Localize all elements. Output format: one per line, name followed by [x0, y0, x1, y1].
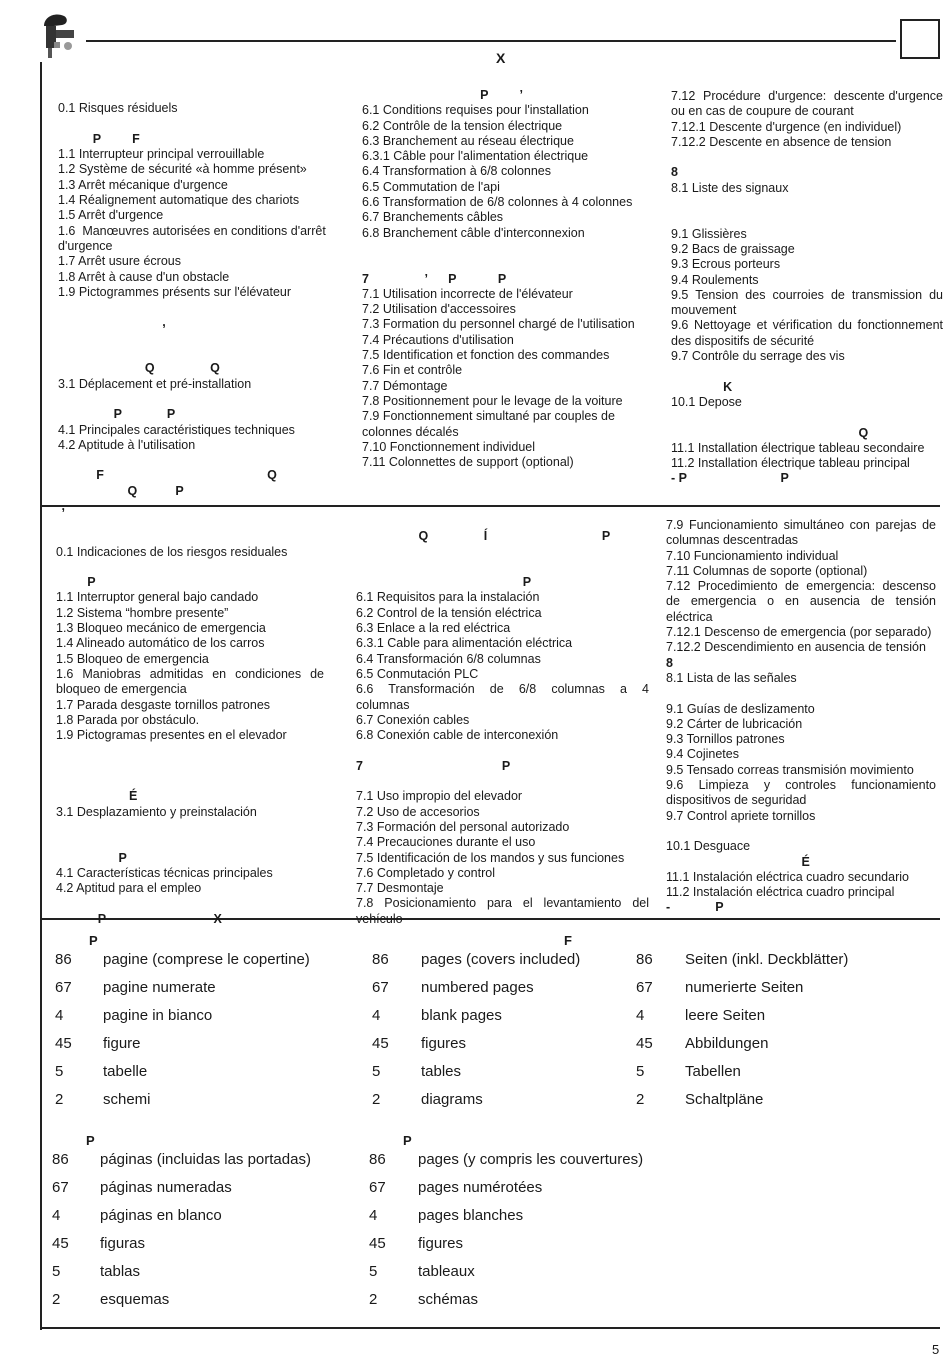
page-count-label: Tabellen — [685, 1063, 741, 1080]
page-count-label: Schaltpläne — [685, 1091, 764, 1108]
fr-toc-col1 — [58, 86, 328, 514]
page-count-label: pages (y compris les couvertures) — [418, 1151, 644, 1168]
page-count-number: 67 — [636, 979, 653, 996]
page-count-number: 45 — [636, 1035, 653, 1052]
page-count-number: 45 — [372, 1035, 389, 1052]
toc-entry: 9.5 Tension des courroies de transmission du mouvement — [671, 287, 947, 318]
toc-entry — [356, 560, 649, 575]
toc-entry: 1.2 Sistema “hombre presente” — [56, 605, 229, 620]
toc-entry: 7.10 Fonctionnement individuel — [362, 439, 536, 454]
toc-heading: - P — [666, 900, 724, 915]
page-count-number: 86 — [369, 1151, 386, 1168]
page-count-label: páginas numeradas — [100, 1179, 232, 1196]
page-count-label: numbered pages — [421, 979, 534, 996]
toc-entry: 0.1 Indicaciones de los riesgos residuales — [56, 544, 288, 559]
toc-entry: 1.7 Arrêt usure écrous — [58, 254, 181, 269]
page-count-label: esquemas — [100, 1291, 170, 1308]
toc-entry: 7.7 Desmontaje — [356, 881, 444, 896]
toc-entry: 6.6 Transformation de 6/8 colonnes à 4 colonnes — [362, 195, 633, 210]
page-count-number: 86 — [55, 951, 72, 968]
toc-heading: Q Q — [58, 361, 220, 376]
toc-entry: 9.2 Bacs de graissage — [671, 241, 795, 256]
page-number: 5 — [932, 1342, 940, 1357]
page-count-label: tables — [421, 1063, 462, 1080]
page-count-heading: P — [403, 1133, 412, 1148]
page-count-number: 86 — [636, 951, 653, 968]
toc-entry: 9.2 Cárter de lubricación — [666, 716, 803, 731]
toc-entry: 9.4 Roulements — [671, 272, 759, 287]
toc-entry: 7.12 Procedimiento de emergencia: descenso de emergencia o en ausencia de tensión eléctrica — [666, 579, 940, 624]
page-count-label: tableaux — [418, 1263, 475, 1280]
toc-entry: 9.6 Limpieza y controles funcionamiento dispositivos de seguridad — [666, 778, 940, 808]
page-count-label: leere Seiten — [685, 1007, 766, 1024]
page-count-number: 4 — [372, 1007, 381, 1024]
page-count-label: pages (covers included) — [421, 951, 581, 968]
toc-entry: 1.2 Système de sécurité «à homme présent» — [58, 162, 307, 177]
page-count-it — [55, 933, 355, 1113]
toc-entry: 7.5 Identification et fonction des commandes — [362, 348, 610, 363]
page-count-number: 2 — [55, 1091, 64, 1108]
toc-entry — [58, 346, 328, 361]
toc-entry: 6.7 Conexión cables — [356, 712, 470, 727]
toc-entry: 9.1 Guías de deslizamento — [666, 701, 815, 716]
toc-heading: , — [58, 315, 166, 330]
page-count-de — [636, 933, 896, 1113]
toc-entry — [356, 514, 649, 529]
page-count-heading: F — [564, 933, 572, 948]
toc-entry: 9.4 Cojinetes — [666, 747, 739, 762]
page-count-label: Abbildungen — [685, 1035, 769, 1052]
header-rule — [86, 40, 896, 42]
toc-entry — [56, 560, 324, 575]
toc-entry: 1.3 Bloqueo mecánico de emergencia — [56, 621, 266, 636]
page-count-fr — [369, 1133, 669, 1313]
toc-entry: 7.12.2 Descendimiento en ausencia de tensión — [666, 640, 926, 655]
toc-entry: 1.5 Bloqueo de emergencia — [56, 651, 209, 666]
toc-entry: 0.1 Risques résiduels — [58, 101, 178, 116]
page-count-es — [52, 1133, 352, 1313]
toc-entry: 7.8 Positionnement pour le levage de la voiture — [362, 393, 623, 408]
page-count-number: 45 — [369, 1235, 386, 1252]
toc-entry: 7.12.1 Descenso de emergencia (por separado) — [666, 625, 932, 640]
toc-entry: 10.1 Desguace — [666, 839, 751, 854]
toc-entry: 11.1 Instalación eléctrica cuadro secundario — [666, 869, 909, 884]
toc-entry: 6.4 Transformation à 6/8 colonnes — [362, 164, 552, 179]
toc-entry: 6.2 Contrôle de la tension électrique — [362, 118, 563, 133]
toc-heading: , — [58, 499, 65, 514]
page-count-label: diagrams — [421, 1091, 483, 1108]
toc-entry — [671, 150, 943, 165]
fr-toc-col3 — [671, 89, 947, 487]
toc-entry: 9.3 Ecrous porteurs — [671, 257, 781, 272]
toc-heading: P ’ — [362, 88, 523, 102]
toc-entry — [356, 743, 649, 758]
toc-entry — [58, 300, 328, 315]
toc-entry: 6.3.1 Cable para alimentación eléctrica — [356, 636, 573, 651]
page-count-number: 4 — [52, 1207, 61, 1224]
toc-entry: 9.6 Nettoyage et vérification du fonctionnement des dispositifs de sécurité — [671, 318, 947, 348]
toc-entry: 6.5 Conmutación PLC — [356, 666, 479, 681]
toc-heading: 8 — [666, 655, 673, 670]
toc-heading: Q — [671, 425, 869, 440]
toc-entry: 1.1 Interruptor general bajo candado — [56, 590, 259, 605]
toc-entry — [56, 743, 324, 758]
header-letter: X — [496, 50, 506, 66]
toc-entry: 1.4 Réalignement automatique des chariots — [58, 193, 300, 208]
toc-entry: 7.4 Precauciones durante el uso — [356, 835, 536, 850]
page-count-heading: P — [86, 1133, 95, 1148]
toc-entry: 3.1 Déplacement et pré-installation — [58, 376, 252, 391]
toc-entry — [56, 759, 324, 774]
toc-heading: 7 ’ P P — [362, 271, 507, 286]
toc-entry: 1.8 Arrêt à cause d'un obstacle — [58, 269, 230, 284]
es-toc-col2 — [356, 514, 653, 927]
toc-entry: 7.3 Formación del personal autorizado — [356, 819, 570, 834]
page-count-number: 2 — [636, 1091, 645, 1108]
page-count-number: 86 — [52, 1151, 69, 1168]
page-count-number: 67 — [52, 1179, 69, 1196]
toc-entry: 7.10 Funcionamiento individual — [666, 548, 839, 563]
toc-entry: 1.5 Arrêt d'urgence — [58, 208, 164, 223]
page-count-number: 45 — [55, 1035, 72, 1052]
toc-entry: 6.8 Branchement câble d'interconnexion — [362, 225, 585, 240]
page-count-number: 5 — [52, 1263, 61, 1280]
es-toc-col3 — [666, 518, 940, 916]
toc-entry — [362, 256, 642, 271]
toc-entry: 3.1 Desplazamiento y preinstalación — [56, 804, 257, 819]
toc-entry: 6.1 Requisitos para la instalación — [356, 590, 540, 605]
toc-entry: 1.8 Parada por obstáculo. — [56, 712, 200, 727]
toc-entry: 8.1 Liste des signaux — [671, 180, 789, 195]
toc-entry — [58, 117, 328, 132]
toc-entry: 9.3 Tornillos patrones — [666, 732, 785, 747]
toc-heading: - P P — [671, 471, 789, 486]
page-count-number: 86 — [372, 951, 389, 968]
toc-entry: 7.5 Identificación de los mandos y sus funciones — [356, 850, 625, 865]
toc-entry: 6.7 Branchements câbles — [362, 210, 504, 225]
toc-entry: 6.1 Conditions requises pour l'installation — [362, 103, 589, 118]
toc-entry: 6.6 Transformación de 6/8 columnas a 4 columnas — [356, 682, 653, 712]
page-count-label: páginas (incluidas las portadas) — [100, 1151, 311, 1168]
toc-heading: 8 — [671, 165, 678, 180]
page-count-heading: P — [89, 933, 98, 948]
toc-entry — [356, 545, 649, 560]
toc-heading: P — [356, 575, 532, 590]
toc-entry — [58, 86, 328, 101]
toc-entry: 7.12.1 Descente d'urgence (en individuel) — [671, 119, 902, 134]
page-count-number: 4 — [369, 1207, 378, 1224]
toc-entry: 1.4 Alineado automático de los carros — [56, 636, 265, 651]
toc-entry: 4.1 Características técnicas principales — [56, 865, 273, 880]
toc-entry — [56, 529, 324, 544]
toc-entry: 11.2 Instalación eléctrica cuadro principal — [666, 885, 895, 900]
frame-left — [40, 62, 42, 1330]
toc-entry: 7.6 Completado y control — [356, 865, 495, 880]
toc-entry: 9.1 Glissières — [671, 226, 747, 241]
toc-entry: 4.2 Aptitud para el empleo — [56, 881, 202, 896]
toc-entry: 9.5 Tensado correas transmisión movimiento — [666, 762, 914, 777]
page-count-label: pagine (comprese le copertine) — [103, 951, 310, 968]
toc-heading: P — [56, 850, 127, 865]
toc-entry — [56, 835, 324, 850]
toc-entry: 6.4 Transformación 6/8 columnas — [356, 651, 541, 666]
page-count-en — [372, 933, 622, 1113]
toc-entry: 7.4 Précautions d'utilisation — [362, 332, 514, 347]
toc-entry — [666, 686, 936, 701]
toc-entry: 7.1 Uso impropio del elevador — [356, 789, 523, 804]
toc-entry: 6.3 Enlace a la red eléctrica — [356, 621, 511, 636]
page-count-number: 2 — [372, 1091, 381, 1108]
page-count-label: pagine in bianco — [103, 1007, 213, 1024]
toc-entry: 11.2 Installation électrique tableau principal — [671, 456, 910, 471]
toc-entry: 9.7 Contrôle du serrage des vis — [671, 349, 845, 364]
toc-heading: Q P — [58, 483, 184, 498]
lifting-figure-logo — [40, 12, 78, 58]
toc-entry: 6.2 Control de la tensión eléctrica — [356, 605, 542, 620]
toc-entry — [56, 896, 324, 911]
toc-heading: P X — [56, 911, 222, 926]
toc-entry: 7.11 Colonnettes de support (optional) — [362, 455, 574, 470]
toc-entry: 6.5 Commutation de l'api — [362, 179, 500, 194]
toc-entry — [56, 514, 324, 529]
page-count-label: tabelle — [103, 1063, 148, 1080]
toc-entry: 7.7 Démontage — [362, 378, 448, 393]
corner-box — [900, 19, 940, 59]
toc-entry — [56, 820, 324, 835]
toc-entry — [356, 774, 649, 789]
toc-entry: 4.1 Principales caractéristiques techniques — [58, 422, 295, 437]
toc-entry: 6.8 Conexión cable de interconexión — [356, 728, 559, 743]
es-toc-col1 — [56, 514, 328, 927]
toc-entry: 1.6 Manœuvres autorisées en conditions d'arrêt d'urgence — [58, 223, 330, 253]
page-count-label: pages blanches — [418, 1207, 524, 1224]
toc-entry: 6.3 Branchement au réseau électrique — [362, 133, 574, 148]
page-count-label: tablas — [100, 1263, 141, 1280]
toc-entry: 1.6 Maniobras admitidas en condiciones de bloqueo de emergencia — [56, 666, 328, 697]
page-count-number: 45 — [52, 1235, 69, 1252]
page-count-label: figuras — [100, 1235, 146, 1252]
toc-entry: 7.1 Utilisation incorrecte de l'élévateur — [362, 286, 573, 301]
toc-heading: F Q — [58, 468, 277, 483]
toc-entry — [58, 453, 328, 468]
toc-entry: 7.9 Funcionamiento simultáneo con parejas de columnas descentradas — [666, 518, 940, 548]
toc-heading: P F — [58, 131, 140, 146]
toc-entry: 7.12 Procédure d'urgence: descente d'urgence ou en cas de coupure de courant — [671, 89, 947, 119]
toc-heading: 7 P — [356, 758, 511, 773]
toc-heading: K — [671, 379, 733, 394]
toc-entry — [666, 824, 936, 839]
page-count-number: 5 — [369, 1263, 378, 1280]
toc-entry: 7.8 Posicionamiento para el levantamiento del vehículo — [356, 896, 653, 926]
toc-entry — [58, 331, 328, 346]
page-count-number: 4 — [636, 1007, 645, 1024]
page-count-number: 4 — [55, 1007, 64, 1024]
toc-entry — [671, 211, 943, 226]
toc-heading: É — [666, 854, 810, 869]
page-count-label: schémas — [418, 1291, 479, 1308]
page-count-label: páginas en blanco — [100, 1207, 222, 1224]
page-count-number: 2 — [52, 1291, 61, 1308]
toc-heading: Q Í P — [356, 529, 611, 544]
toc-entry: 1.9 Pictogrammes présents sur l'élévateur — [58, 284, 292, 299]
toc-entry: 1.3 Arrêt mécanique d'urgence — [58, 177, 228, 192]
toc-entry — [671, 196, 943, 211]
page-count-number: 67 — [55, 979, 72, 996]
toc-entry — [671, 364, 943, 379]
toc-entry: 7.11 Columnas de soporte (optional) — [666, 563, 868, 578]
toc-entry: 1.7 Parada desgaste tornillos patrones — [56, 697, 271, 712]
toc-entry: 7.2 Utilisation d'accessoires — [362, 302, 516, 317]
page-count-label: pages numérotées — [418, 1179, 543, 1196]
page-count-label: figure — [103, 1035, 141, 1052]
toc-entry: 7.6 Fin et contrôle — [362, 363, 463, 378]
toc-entry: 4.2 Aptitude à l'utilisation — [58, 437, 196, 452]
toc-entry: 8.1 Lista de las señales — [666, 670, 797, 685]
page-count-number: 5 — [636, 1063, 645, 1080]
page-count-label: numerierte Seiten — [685, 979, 804, 996]
toc-entry — [56, 774, 324, 789]
page-count-label: Seiten (inkl. Deckblätter) — [685, 951, 849, 968]
toc-heading: P P — [58, 407, 176, 422]
toc-entry: 7.2 Uso de accesorios — [356, 804, 480, 819]
page-count-number: 5 — [55, 1063, 64, 1080]
page-count-label: figures — [418, 1235, 464, 1252]
toc-heading: P — [56, 575, 96, 590]
toc-heading: É — [56, 789, 138, 804]
frame-bottom — [40, 1327, 940, 1329]
toc-entry: 6.3.1 Câble pour l'alimentation électrique — [362, 149, 589, 164]
toc-entry: 7.9 Fonctionnement simultané par couples de colonnes décalés — [362, 409, 619, 439]
page-count-label: pagine numerate — [103, 979, 216, 996]
toc-entry: 7.12.2 Descente en absence de tension — [671, 134, 892, 149]
page-count-number: 5 — [372, 1063, 381, 1080]
toc-entry: 7.3 Formation du personnel chargé de l'utilisation — [362, 317, 635, 332]
toc-entry: 1.1 Interrupteur principal verrouillable — [58, 147, 265, 162]
page-count-number: 2 — [369, 1291, 378, 1308]
page-count-label: figures — [421, 1035, 467, 1052]
fr-toc-col2 — [362, 88, 642, 470]
toc-entry: 1.9 Pictogramas presentes en el elevador — [56, 728, 287, 743]
page-count-number: 67 — [372, 979, 389, 996]
toc-entry: 11.1 Installation électrique tableau secondaire — [671, 440, 925, 455]
toc-entry: 10.1 Depose — [671, 394, 742, 409]
toc-entry — [671, 410, 943, 425]
toc-entry — [58, 392, 328, 407]
page-count-label: schemi — [103, 1091, 151, 1108]
toc-entry — [362, 241, 642, 256]
page-count-number: 67 — [369, 1179, 386, 1196]
page-count-label: blank pages — [421, 1007, 502, 1024]
toc-entry: 9.7 Control apriete tornillos — [666, 808, 816, 823]
